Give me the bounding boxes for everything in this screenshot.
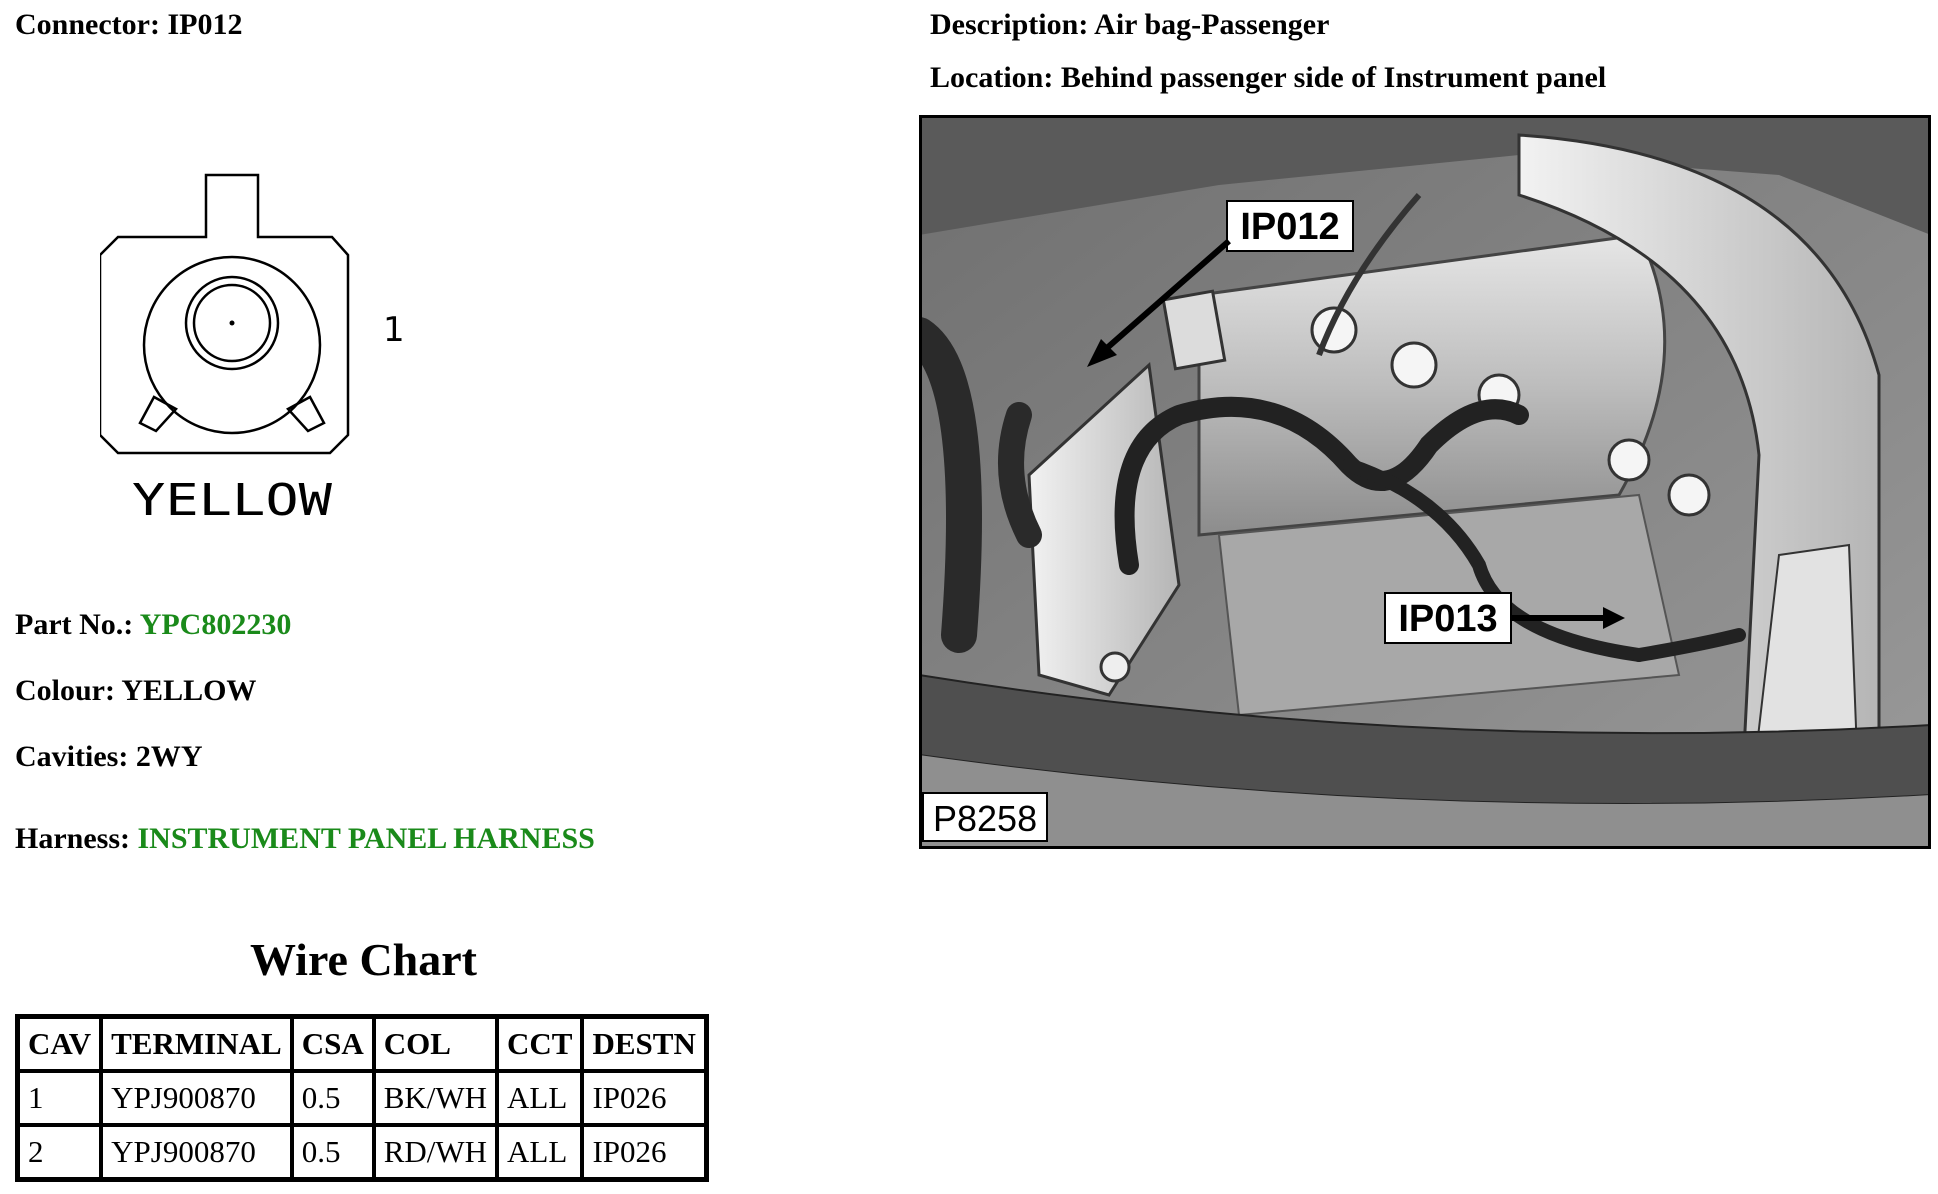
wire-chart-table	[15, 1014, 709, 1182]
callout-ip013-label: IP013	[1398, 598, 1498, 640]
col-header-cct: CCT	[497, 1017, 582, 1071]
colour-line	[15, 674, 256, 708]
cell-csa: 0.5	[292, 1125, 374, 1179]
cell-destn: IP026	[582, 1125, 705, 1179]
cell-col: RD/WH	[374, 1125, 497, 1179]
connector-id: IP012	[167, 8, 243, 41]
part-no-line	[15, 608, 291, 642]
connector-outline	[100, 175, 348, 453]
col-header-terminal: TERMINAL	[101, 1017, 292, 1071]
cell-cav: 1	[18, 1071, 101, 1125]
colour-label: Colour:	[15, 674, 115, 707]
latch-left	[140, 397, 176, 431]
wire-chart-title: Wire Chart	[250, 934, 477, 985]
part-no-link[interactable]: YPC802230	[139, 608, 292, 641]
figure-id: P8258	[933, 798, 1038, 839]
table-row	[18, 1125, 706, 1179]
cell-cav: 2	[18, 1125, 101, 1179]
cell-terminal: YPJ900870	[101, 1125, 292, 1179]
cavities-label: Cavities:	[15, 740, 129, 773]
cell-cct: ALL	[497, 1125, 582, 1179]
cell-col: BK/WH	[374, 1071, 497, 1125]
cell-csa: 0.5	[292, 1071, 374, 1125]
cell-destn: IP026	[582, 1071, 705, 1125]
description-value: Air bag-Passenger	[1094, 8, 1330, 41]
part-no-label: Part No.:	[15, 608, 134, 641]
col-header-col: COL	[374, 1017, 497, 1071]
pin-dot	[230, 321, 235, 326]
harness-line	[15, 822, 595, 856]
location-line	[930, 61, 1606, 95]
pin-number-label: 1	[383, 310, 405, 350]
connector-face-diagram	[100, 165, 440, 535]
connector-ip012-body	[1163, 291, 1224, 369]
description-label: Description:	[930, 8, 1089, 41]
cell-cct: ALL	[497, 1071, 582, 1125]
callout-ip012-label: IP012	[1240, 206, 1340, 248]
col-header-cav: CAV	[18, 1017, 101, 1071]
table-row	[18, 1071, 706, 1125]
cell-terminal: YPJ900870	[101, 1071, 292, 1125]
location-photo	[919, 115, 1931, 849]
wire-chart-header-row	[18, 1017, 706, 1071]
location-value: Behind passenger side of Instrument panel	[1060, 61, 1607, 94]
cavities-value: 2WY	[135, 740, 203, 773]
col-header-destn: DESTN	[582, 1017, 705, 1071]
connector-label: Connector:	[15, 8, 160, 41]
col-header-csa: CSA	[292, 1017, 374, 1071]
connector-heading	[15, 8, 242, 42]
harness-link[interactable]: INSTRUMENT PANEL HARNESS	[137, 822, 595, 855]
colour-value: YELLOW	[121, 674, 257, 707]
cavities-line	[15, 740, 202, 774]
connector-colour-caption: YELLOW	[132, 475, 333, 526]
location-label: Location:	[930, 61, 1054, 94]
latch-right	[288, 397, 324, 431]
description-line	[930, 8, 1329, 42]
harness-label: Harness:	[15, 822, 130, 855]
